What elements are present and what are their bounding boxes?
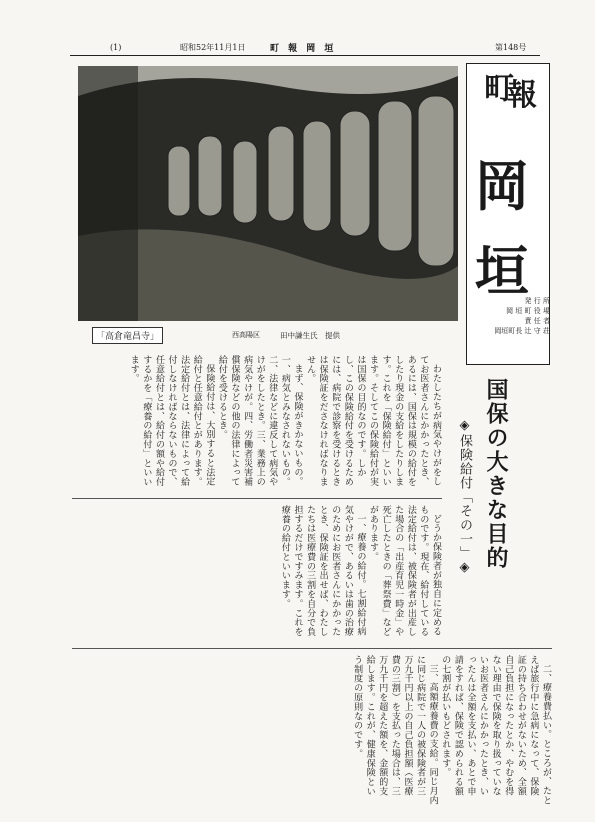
masthead-hou: 報	[507, 78, 537, 113]
masthead-machi: 町	[478, 72, 513, 98]
article-band-middle	[72, 505, 442, 645]
article-paragraph: まず、保険がきかないもの。一、病気とみなされないもの。二、法律などに違反して病気やけがをしたとき。三、業務上の病気やけが。四、労働者災害補償保険などの他の法律によって給付を受けるとき。	[216, 355, 303, 487]
header-rule	[70, 55, 540, 56]
band-divider	[72, 498, 442, 499]
page-number: (1)	[110, 42, 122, 52]
article-paragraph: 保険給付は、大別すると法定給付と任意給付とがあります。法定給付とは、法律によって給付しなければならないもので、任意給付とは、給付の額や給付するかを「療養の給付」といいます。	[128, 355, 215, 487]
photo-caption-title: 「高倉竜昌寺」	[92, 327, 163, 344]
page-header	[70, 40, 540, 54]
paper-name: 町 報 岡 垣	[270, 43, 337, 54]
publisher-info	[470, 296, 550, 336]
article-band-lower	[72, 655, 552, 805]
article-headline: 国保の大きな目的	[483, 378, 509, 570]
publisher-line: 岡 垣 町 役 場	[506, 307, 550, 315]
band-divider	[72, 648, 552, 649]
article-paragraph: わたしたちが病気やけがをしてお医者さんにかかったとき、あるには、国保は規模の給付をしたり現金の支給をしたりします。これを「保険給付」といいます。そしてこの保険給付が実は国保の目的なのです。しかし、この保険給付を受けるためには、病院で診察を受けるときは保険証をださなければなりません。	[305, 355, 441, 487]
masthead-gaki: 垣	[475, 239, 529, 303]
temple-photo	[78, 66, 458, 321]
issue-number: 第148号	[495, 42, 527, 52]
article-paragraph: 三、高額療養費の支給。同じ月内に同じ病院で一人の被保険者が三万九千円以上の自己負担額（医療費の三割）を支払った場合は、三万九千円を超えた額を、金額的支給します。これが、健康保険という制度の原則なのです。	[352, 655, 438, 805]
photo-caption-place: 西高陽区	[232, 331, 260, 339]
article-subhead: ◈保険給付「その一」◈	[457, 418, 472, 576]
publisher-line: 責 任 者	[524, 317, 550, 325]
article-paragraph: どうか保険者が独自に定めるものです。現在、給付している法定給付は、被保険者が出産した場合の「出産育児一時金」や死亡したときの「葬祭費」などがあります。	[368, 505, 441, 637]
article-paragraph: 二、療養費払い。ところが、たとえば旅行中に急病になって、保険証の持ち合わせがないため、全額自己負担になったとか、やむを得ない理由で保険を取り扱っていないお医者さんにかかったとき、いったんは全額を支払い、あとで申請をすれば、保険で認められる額の七割が払いもどされます。	[440, 655, 551, 805]
photo-caption-credit: 田中謙生氏 提供	[280, 331, 340, 340]
publisher-line: 岡垣町長 辻 守 荘	[494, 327, 550, 335]
issue-date: 昭和52年11月1日	[180, 42, 246, 52]
article-band-upper	[72, 355, 442, 495]
masthead-oka: 岡	[475, 154, 529, 218]
article-paragraph: 一、療養の給付。七割給付病気やけがで、あるいは歯の治療のためにお医者さんにかかったとき、保険証を出せば、わたしたちは医療費の三割を自分で負担するだけですみます。これを療養の給付といいます。	[279, 505, 366, 637]
publisher-line: 発 行 所	[524, 297, 550, 305]
